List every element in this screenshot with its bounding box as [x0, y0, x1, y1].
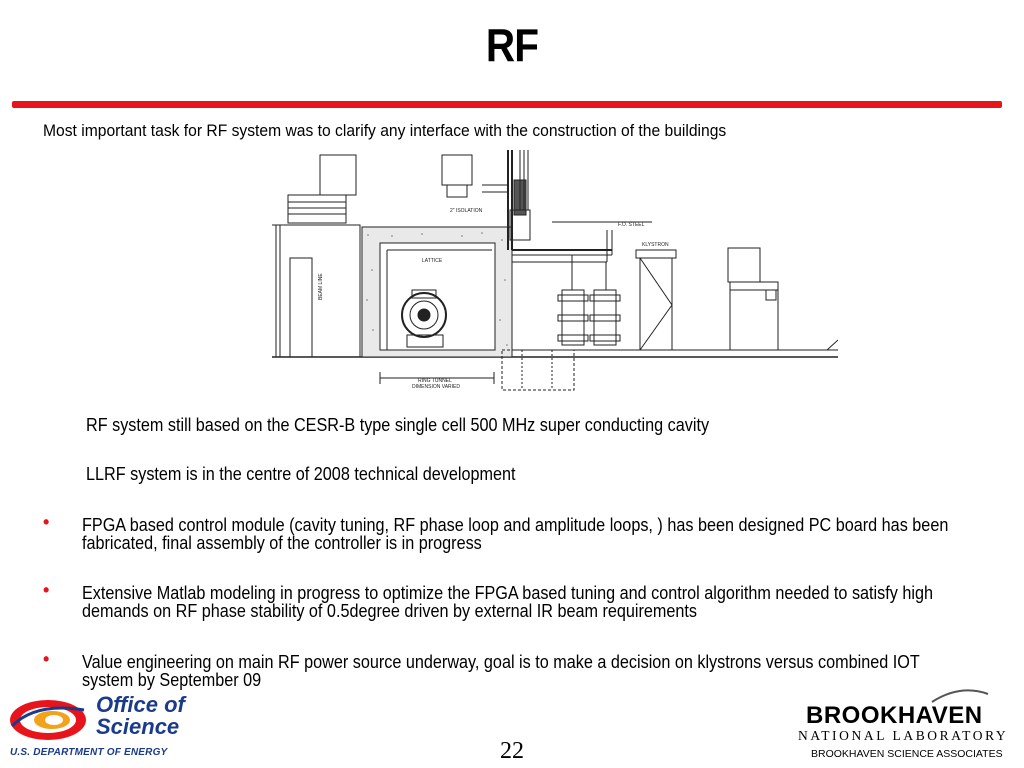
bullet-text-2: Extensive Matlab modeling in progress to optimize the FPGA based tuning and control algorithm needed to satisfy high demands on RF phase stability of 0.5degree driven by external IR beam requirements — [82, 583, 933, 621]
llrf-statement: LLRF system is in the centre of 2008 technical development — [86, 464, 516, 484]
doe-caption: U.S. DEPARTMENT OF ENERGY — [10, 747, 168, 758]
slide-title: RF — [485, 19, 539, 71]
drawing-label-fo: F.O. STEEL — [618, 222, 645, 228]
drawing-label-tunnel-2: DIMENSION VARIED — [412, 384, 460, 390]
bullet-text-3: Value engineering on main RF power source underway, goal is to make a decision on klystrons versus combined IOT system by September 09 — [82, 652, 920, 690]
bullet-marker-2: • — [43, 580, 50, 600]
slide-subtitle: Most important task for RF system was to clarify any interface with the construction of the buildings — [43, 121, 727, 140]
title-divider — [12, 101, 1002, 108]
bullet-marker-3: • — [43, 649, 50, 669]
bullet-marker-1: • — [43, 512, 50, 532]
office-of-science-wordmark — [96, 694, 185, 738]
drawing-label-tunnel: RING TUNNEL — [418, 378, 452, 384]
page-number: 22 — [500, 738, 524, 764]
drawing-label-isolation: 2" ISOLATION — [450, 208, 483, 214]
rf-building-section-drawing — [272, 150, 838, 398]
bullet-text-1: FPGA based control module (cavity tuning, RF phase loop and amplitude loops, ) has been designed PC board has been fabricated, final assembly of the controller is in progress — [82, 515, 949, 553]
drawing-label-lattice: LATTICE — [422, 258, 443, 264]
drawing-label-beam: BEAM LINE — [318, 273, 324, 300]
drawing-label-klystron: KLYSTRON — [642, 242, 669, 248]
office-line-1: Office of — [96, 692, 185, 717]
brookhaven-associates: BROOKHAVEN SCIENCE ASSOCIATES — [811, 748, 1003, 760]
brookhaven-name: BROOKHAVEN — [806, 702, 983, 729]
national-laboratory: NATIONAL LABORATORY — [798, 728, 1009, 743]
cavity-statement: RF system still based on the CESR-B type single cell 500 MHz super conducting cavity — [86, 415, 710, 435]
office-line-2: Science — [96, 714, 180, 739]
